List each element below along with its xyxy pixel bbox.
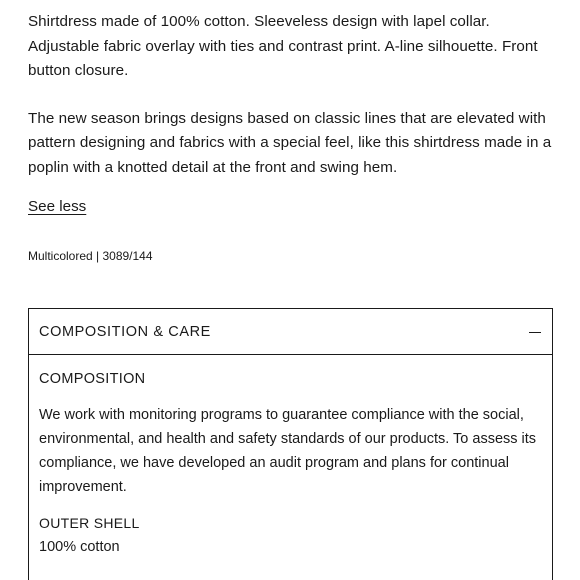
- composition-care-header[interactable]: [29, 309, 552, 355]
- composition-care-body: [29, 355, 552, 557]
- minus-icon[interactable]: [529, 326, 541, 338]
- composition-care-accordion: [28, 308, 553, 580]
- outer-shell-label: OUTER SHELL: [39, 515, 140, 531]
- compliance-text: We work with monitoring programs to guarantee compliance with the social, environmental, and health and safety standards of our products. To assess its compliance, we have developed an audit program and plans for continual improvement.: [39, 407, 537, 495]
- product-description-paragraph-1: Shirtdress made of 100% cotton. Sleeveless design with lapel collar. Adjustable fabric overlay with ties and contrast print. A-line silhouette. Front button closure.: [28, 13, 538, 79]
- see-less-link[interactable]: See less: [28, 198, 87, 215]
- composition-section-label: COMPOSITION: [39, 371, 146, 387]
- outer-shell-value: 100% cotton: [39, 539, 120, 555]
- product-description-paragraph-2: The new season brings designs based on classic lines that are elevated with pattern designing and fabrics with a special feel, like this shirtdress made in a poplin with a knotted detail at the front and swing hem.: [28, 109, 552, 176]
- product-color-reference: Multicolored | 3089/144: [28, 249, 153, 263]
- composition-care-title: COMPOSITION & CARE: [39, 323, 211, 340]
